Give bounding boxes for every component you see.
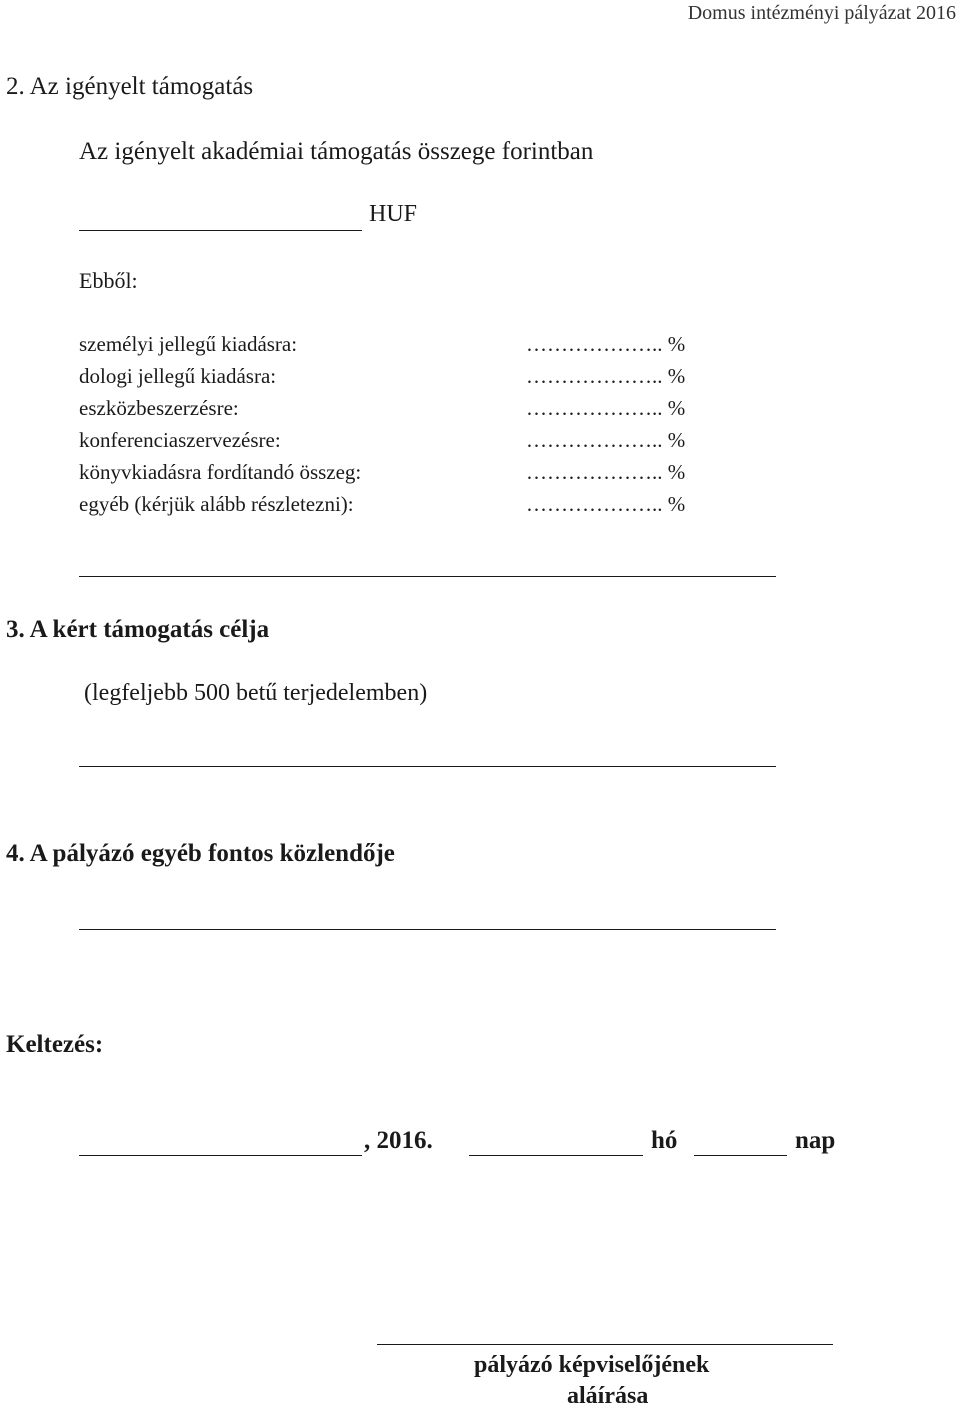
row-label-conference: konferenciaszervezésre: <box>79 428 281 452</box>
row-label-personal: személyi jellegű kiadásra: <box>79 332 298 356</box>
row-label-material: dologi jellegű kiadásra: <box>79 364 277 388</box>
row-value-publishing[interactable]: ……………….. % <box>526 460 686 484</box>
currency-label: HUF <box>369 201 418 227</box>
day-blank-line[interactable] <box>694 1155 787 1156</box>
section-2-subtitle: Az igényelt akadémiai támogatás összege forintban <box>79 138 594 165</box>
amount-blank-line[interactable] <box>79 230 362 231</box>
purpose-blank-line[interactable] <box>79 766 776 767</box>
section-3-title: 3. A kért támogatás célja <box>6 616 270 643</box>
date-year: , 2016. <box>364 1127 433 1154</box>
month-blank-line[interactable] <box>469 1155 643 1156</box>
signature-label-line1: pályázó képviselőjének <box>474 1352 710 1378</box>
row-value-equipment[interactable]: ……………….. % <box>526 396 686 420</box>
section-4-title: 4. A pályázó egyéb fontos közlendője <box>6 840 395 867</box>
row-label-equipment: eszközbeszerzésre: <box>79 396 239 420</box>
ebbol-label: Ebből: <box>79 268 138 293</box>
row-value-material[interactable]: ……………….. % <box>526 364 686 388</box>
section-2-title: 2. Az igényelt támogatás <box>6 73 254 100</box>
section-3-note: (legfeljebb 500 betű terjedelemben) <box>84 680 428 706</box>
page-header: Domus intézményi pályázat 2016 <box>687 2 956 24</box>
row-value-conference[interactable]: ……………….. % <box>526 428 686 452</box>
notes-blank-line[interactable] <box>79 929 776 930</box>
row-label-publishing: könyvkiadásra fordítandó összeg: <box>79 460 362 484</box>
date-label: Keltezés: <box>6 1031 104 1058</box>
row-label-other: egyéb (kérjük alább részletezni): <box>79 492 354 516</box>
row-value-personal[interactable]: ……………….. % <box>526 332 686 356</box>
other-details-line[interactable] <box>79 576 776 577</box>
signature-line[interactable] <box>377 1344 833 1345</box>
place-blank-line[interactable] <box>79 1155 362 1156</box>
row-value-other[interactable]: ……………….. % <box>526 492 686 516</box>
date-month-label: hó <box>651 1127 678 1154</box>
signature-label-line2: aláírása <box>567 1383 649 1409</box>
date-day-label: nap <box>795 1127 836 1154</box>
